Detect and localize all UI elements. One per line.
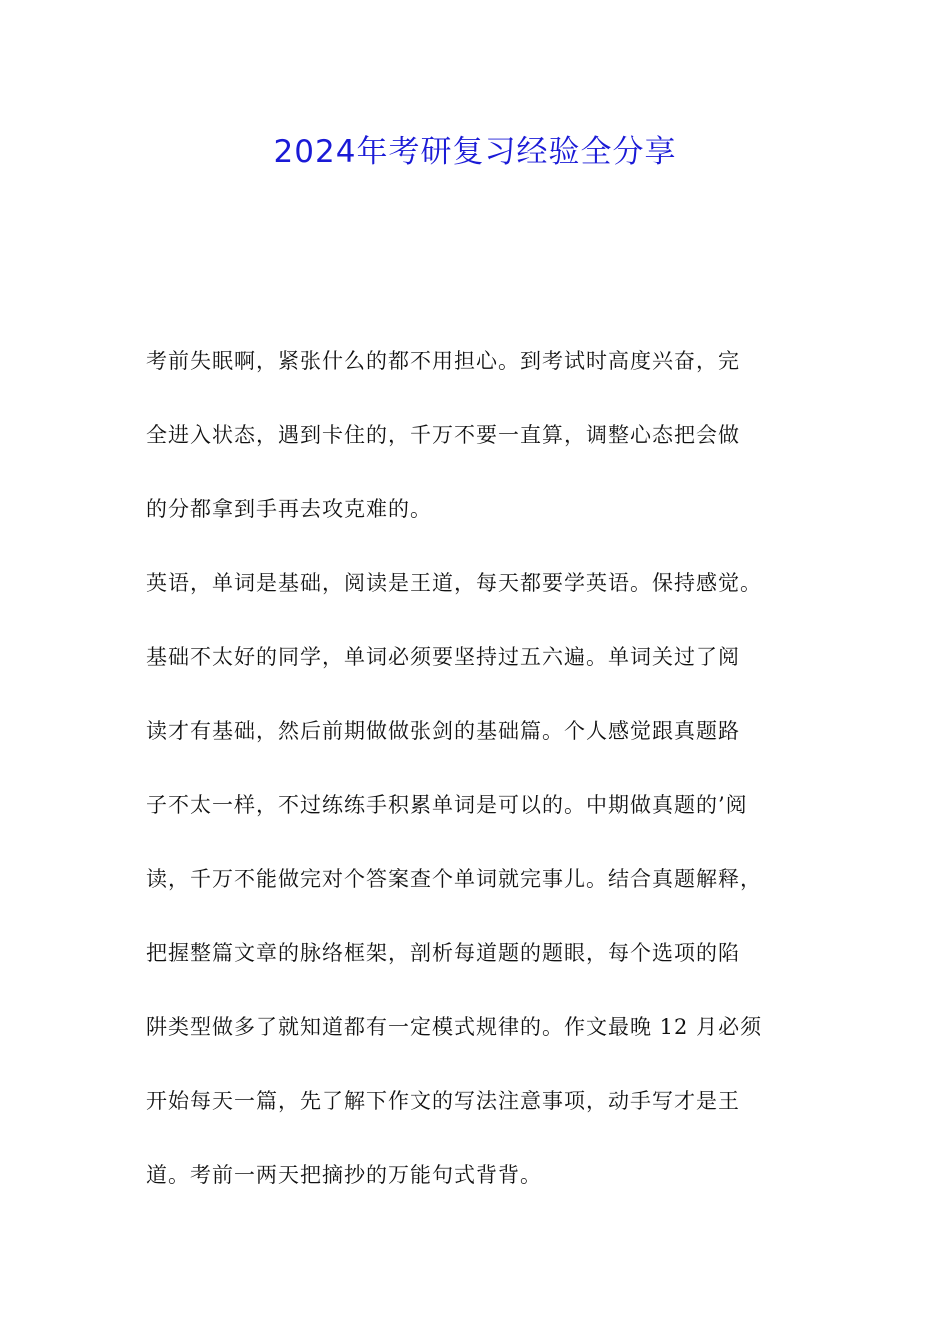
body-line-1: 考前失眠啊，紧张什么的都不用担心。到考试时高度兴奋，完 bbox=[146, 349, 740, 373]
body-line-10: 阱类型做多了就知道都有一定模式规律的。作文最晚 12 月必须 bbox=[146, 1015, 763, 1039]
body-line-7: 子不太一样，不过练练手积累单词是可以的。中期做真题的’阅 bbox=[146, 793, 748, 817]
body-line-4: 英语，单词是基础，阅读是王道，每天都要学英语。保持感觉。 bbox=[146, 571, 762, 595]
body-line-8: 读，千万不能做完对个答案查个单词就完事儿。结合真题解释， bbox=[146, 867, 762, 891]
body-line-9: 把握整篇文章的脉络框架，剖析每道题的题眼，每个选项的陷 bbox=[146, 941, 740, 965]
body-line-2: 全进入状态，遇到卡住的，千万不要一直算，调整心态把会做 bbox=[146, 423, 740, 447]
body-line-12: 道。考前一两天把摘抄的万能句式背背。 bbox=[146, 1163, 542, 1187]
body-line-5: 基础不太好的同学，单词必须要坚持过五六遍。单词关过了阅 bbox=[146, 645, 740, 669]
document-title: 2024年考研复习经验全分享 bbox=[273, 134, 677, 170]
body-line-3: 的分都拿到手再去攻克难的。 bbox=[146, 497, 432, 521]
body-line-6: 读才有基础，然后前期做做张剑的基础篇。个人感觉跟真题路 bbox=[146, 719, 740, 743]
body-line-11: 开始每天一篇，先了解下作文的写法注意事项，动手写才是王 bbox=[146, 1089, 740, 1113]
document-body bbox=[146, 341, 826, 1229]
